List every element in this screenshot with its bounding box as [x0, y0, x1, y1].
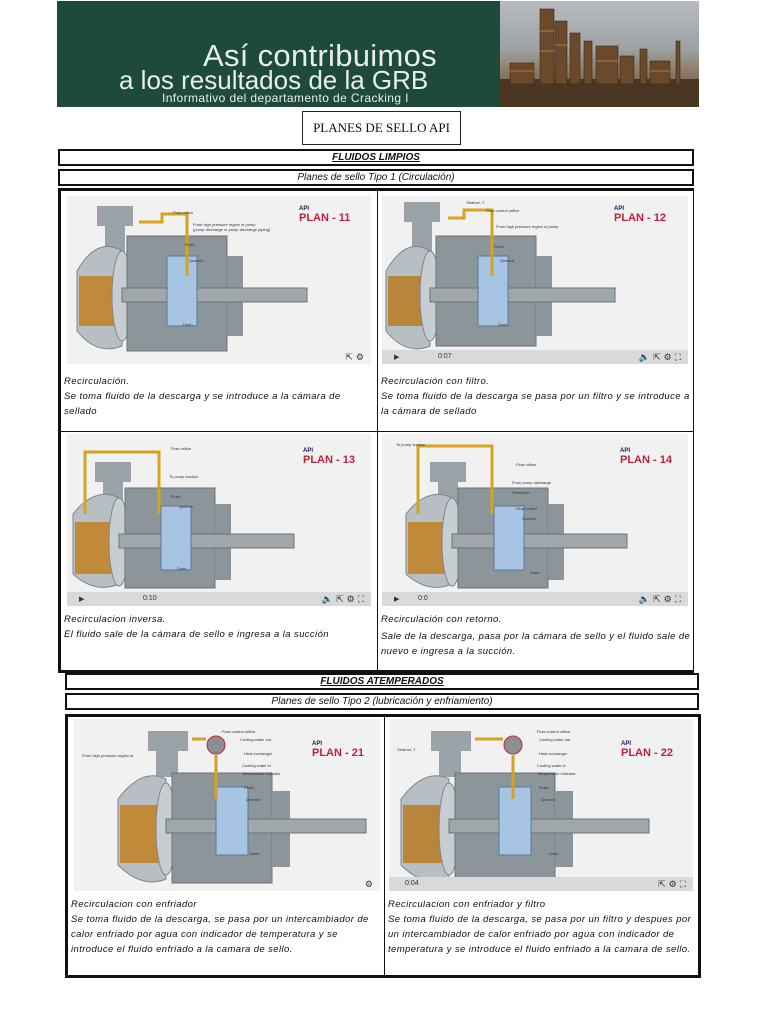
plan-14-tag: Flow orifice	[516, 462, 537, 467]
plan-21-caption-text: Se toma fluido de la descarga, se pasa por un intercambiador de calor enfriado por agua con indicador de temperatura y se introduce el fluido enfriado a la camara de sello.	[71, 914, 369, 955]
plan-13-cell	[60, 431, 378, 671]
plan-22-tag: Heat exchanger	[539, 751, 568, 756]
plan-14-video[interactable]	[382, 434, 688, 606]
plan-21-tag: Heat exchanger	[244, 751, 273, 756]
plan-12-caption-title: Recirculación con filtro.	[381, 376, 490, 387]
plan-14-tag: Drain	[530, 570, 540, 575]
plan-11-tag: Flush	[185, 242, 195, 247]
plan-12-tag: Flush	[494, 244, 504, 249]
section-heading-clean-fluids: FLUIDOS LIMPIOS	[58, 149, 694, 166]
video-control-bar[interactable]	[389, 877, 693, 891]
plan-14-caption-text: Sale de la descarga, pasa por la cámara de sello y el fluido sale de nuevo e ingresa a la succión.	[381, 631, 691, 657]
plan-12-video[interactable]	[382, 196, 688, 364]
video-controls-icons[interactable]: 🔈⇱⚙⛶	[638, 352, 684, 362]
video-control-bar[interactable]	[382, 592, 688, 606]
video-controls-icons[interactable]: ⇱⚙⛶	[658, 879, 689, 889]
plan-22-tag: Temperature indicator	[537, 771, 576, 776]
video-controls-icons[interactable]: 🔈⇱⚙⛶	[638, 594, 684, 604]
plan-11-tag: From high pressure region of pump	[193, 222, 256, 227]
plan-21-tag: Temperature indicator	[242, 771, 281, 776]
plan-14-title: PLAN - 14	[620, 454, 672, 466]
type1-plans-table	[58, 188, 694, 673]
plan-22-tag: Flush	[539, 785, 549, 790]
video-controls-icons[interactable]: ⚙	[364, 879, 376, 889]
plan-14-tag: From pump discharge	[512, 480, 551, 485]
plan-14-tag: To pump suction	[396, 442, 426, 447]
plan-21-tag: Cooling water in	[242, 763, 271, 768]
plan-11-tag: Quench	[189, 258, 204, 263]
plan-14-api-label: API	[620, 448, 631, 454]
plan-21-tag: Flow control orifice	[222, 729, 256, 734]
plan-11-tag: (pump discharge or pump discharge piping)	[193, 227, 271, 232]
plan-11-caption-title: Recirculación.	[64, 376, 130, 387]
plan-12-api-label: API	[614, 206, 625, 212]
plan-21-title: PLAN - 21	[312, 747, 364, 759]
section-subheading-type1: Planes de sello Tipo 1 (Circulación)	[58, 169, 694, 186]
plan-22-caption-title: Recirculacion con enfriador y filtro	[388, 899, 546, 910]
plan-11-video[interactable]	[67, 196, 371, 364]
plan-11-caption-text: Se toma fluido de la descarga y se introduce a la cámara de sellado	[64, 391, 341, 417]
video-controls-icons[interactable]: ⇱⚙	[345, 352, 367, 362]
banner-title-block	[57, 1, 500, 107]
plan-22-tag: Drain	[549, 851, 559, 856]
plan-21-tag: From high pressure region of	[82, 753, 134, 758]
refinery-photo	[500, 1, 699, 107]
plan-13-tag: To pump suction	[169, 474, 199, 479]
section-subheading-type2: Planes de sello Tipo 2 (lubricación y enfriamiento)	[65, 693, 699, 710]
plan-21-api-label: API	[312, 741, 323, 747]
plan-11-api-label: API	[299, 206, 310, 212]
plan-13-tag: Drain	[177, 566, 187, 571]
plan-13-tag: Flush	[171, 494, 181, 499]
plan-22-title: PLAN - 22	[621, 747, 673, 759]
plan-21-tag: Quench	[246, 797, 261, 802]
video-time: 0:07	[438, 353, 452, 360]
plan-21-tag: Drain	[250, 851, 260, 856]
plan-11-cell	[60, 190, 378, 432]
plan-13-title: PLAN - 13	[303, 454, 355, 466]
plan-12-caption-text: Se toma fluido de la descarga se pasa por un filtro y se introduce a la cámara de sellado	[381, 391, 690, 417]
plan-11-title: PLAN - 11	[299, 212, 351, 224]
plan-13-tag: Quench	[179, 504, 194, 509]
video-control-bar[interactable]	[382, 350, 688, 364]
plan-14-caption-title: Recirculación con retorno.	[381, 614, 502, 625]
plan-11-tag: Flow orifice	[173, 210, 194, 215]
plan-22-tag: Quench	[541, 797, 556, 802]
plan-21-video[interactable]	[74, 719, 380, 891]
type2-plans-table	[65, 714, 701, 978]
header-banner	[57, 1, 699, 107]
plan-12-tag: From high pressure region of pump	[496, 224, 559, 229]
video-time: 0:04	[405, 880, 419, 887]
plan-13-caption-text: El fluido sale de la cámara de sello e ingresa a la succión	[64, 629, 329, 640]
plan-12-title: PLAN - 12	[614, 212, 666, 224]
plan-22-api-label: API	[621, 741, 632, 747]
plan-14-cell	[377, 431, 694, 671]
plan-22-cell	[384, 716, 699, 976]
video-time: 0:0	[418, 595, 428, 602]
video-control-bar[interactable]	[67, 592, 371, 606]
banner-title-line1: Así contribuimos	[203, 38, 437, 73]
plan-21-cell	[67, 716, 385, 976]
plan-13-caption-title: Recirculacion inversa.	[64, 614, 166, 625]
plan-21-tag: Cooling water out	[240, 737, 272, 742]
plan-12-cell	[377, 190, 694, 432]
plan-13-tag: Flow orifice	[171, 446, 192, 451]
plan-12-tag: Strainer, Y	[466, 200, 485, 205]
plan-13-api-label: API	[303, 448, 314, 454]
play-icon[interactable]: ▶	[79, 596, 85, 603]
plan-12-tag: Quench	[500, 258, 515, 263]
plan-21-tag: Flush	[244, 785, 254, 790]
plan-14-tag: Quench	[522, 516, 537, 521]
plan-22-video[interactable]	[389, 719, 693, 891]
play-icon[interactable]: ▶	[394, 596, 400, 603]
document-title: PLANES DE SELLO API	[302, 111, 461, 145]
banner-title-line2: a los resultados de la GRB	[119, 65, 429, 95]
video-controls-icons[interactable]: 🔈⇱⚙⛶	[321, 594, 367, 604]
plan-12-tag: Drain	[498, 322, 508, 327]
plan-13-video[interactable]	[67, 434, 371, 606]
plan-22-tag: Cooling water in	[537, 763, 566, 768]
banner-subtitle: Informativo del departamento de Cracking I	[162, 91, 409, 105]
plan-14-tag: Flush outlet	[516, 506, 537, 511]
plan-12-tag: Flow control orifice	[486, 208, 520, 213]
section-heading-tempered-fluids: FLUIDOS ATEMPERADOS	[65, 673, 699, 690]
plan-14-tag: Feed inlet	[512, 490, 530, 495]
plan-22-tag: Strainer, Y	[397, 747, 416, 752]
plan-22-tag: Flow control orifice	[537, 729, 571, 734]
video-time: 0:10	[143, 595, 157, 602]
plan-11-tag: Drain	[183, 322, 193, 327]
plan-22-caption-text: Se toma fluido de la descarga, se pasa por un filtro y despues por un intercambiador de calor enfriado por agua con indicador de temperatura y se introduce el fluido enfriado a la camara de sello.	[388, 914, 692, 955]
play-icon[interactable]: ▶	[394, 354, 400, 361]
plan-21-caption-title: Recirculacion con enfriador	[71, 899, 197, 910]
plan-22-tag: Cooling water out	[539, 737, 571, 742]
